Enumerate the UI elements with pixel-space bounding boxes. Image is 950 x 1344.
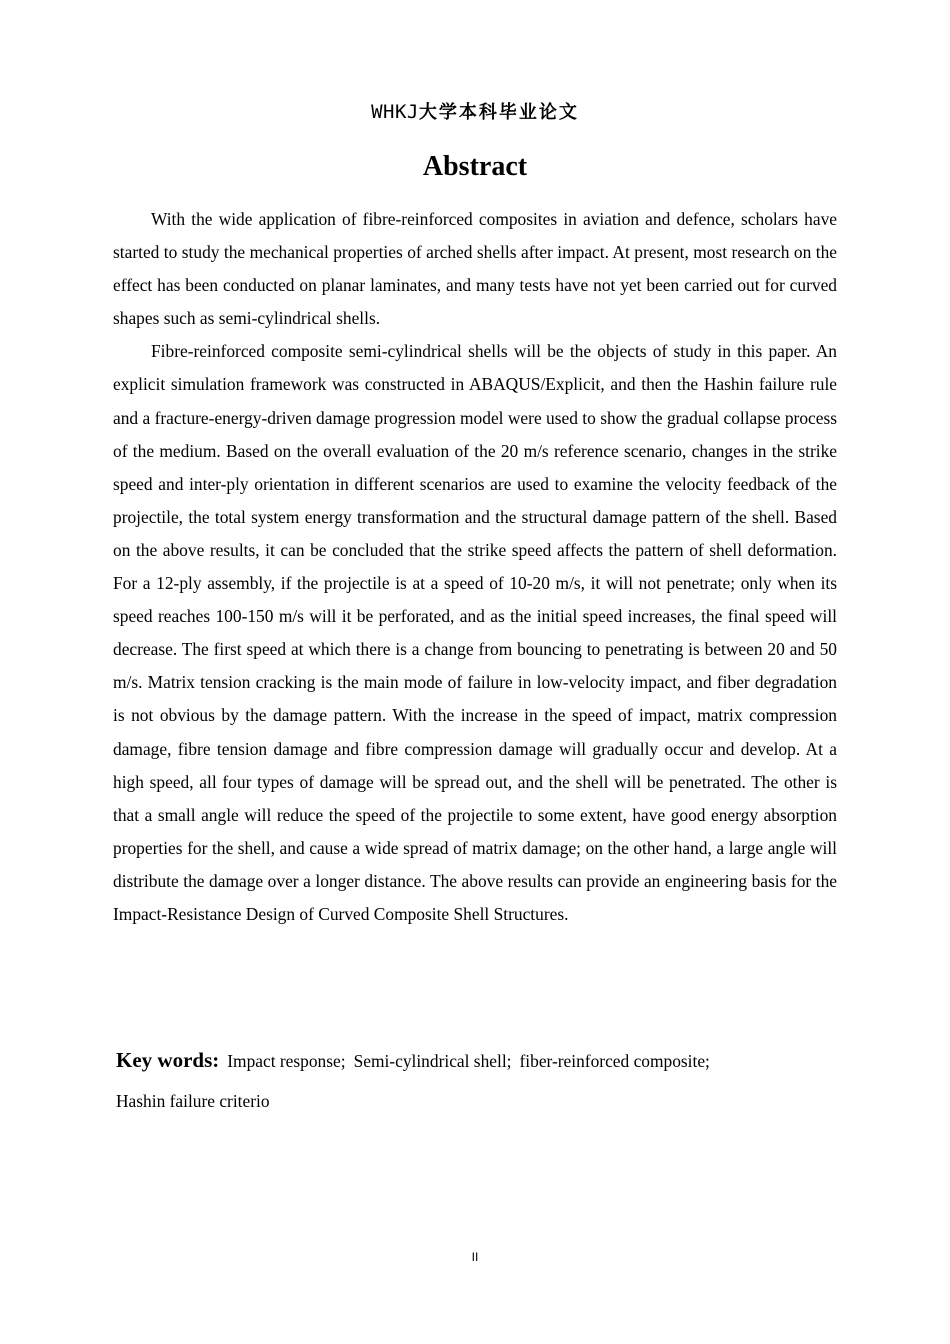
keywords-label: Key words: — [116, 1048, 220, 1072]
page-number: II — [471, 1250, 479, 1264]
keyword-item: Impact response; — [227, 1051, 346, 1071]
keywords-section — [116, 1040, 840, 1121]
abstract-body — [113, 203, 837, 931]
running-header — [0, 99, 950, 126]
university-name: WHKJ — [371, 101, 419, 123]
keyword-item: Hashin failure criterio — [116, 1091, 270, 1111]
abstract-paragraph-1: With the wide application of fibre-reinforced composites in aviation and defence, scholars have started to study the mechanical properties of arched shells after impact. At present, most research on the effect has been conducted on planar laminates, and many tests have not yet been carried out for curved shapes such as semi-cylindrical shells. — [113, 209, 837, 329]
keyword-item: Semi-cylindrical shell; — [353, 1051, 512, 1071]
thesis-label: 大学本科毕业论文 — [418, 102, 579, 123]
page-title: Abstract — [422, 151, 528, 182]
keyword-item: fiber-reinforced composite; — [519, 1051, 710, 1071]
abstract-paragraph-2: Fibre-reinforced composite semi-cylindrical shells will be the objects of study in this paper. An explicit simulation framework was constructed in ABAQUS/Explicit, and then the Hashin failure rule and a fracture-energy-driven damage progression model were used to show the gradual collapse process of the medium. Based on the overall evaluation of the 20 m/s reference scenario, changes in the strike speed and inter-ply orientation in different scenarios are used to examine the velocity feedback of the projectile, the total system energy transformation and the structural damage pattern of the shell. Based on the above results, it can be concluded that the strike speed affects the pattern of shell deformation. For a 12-ply assembly, if the projectile is at a speed of 10-20 m/s, it will not penetrate; only when its speed reaches 100-150 m/s will it be perforated, and as the initial speed increases, the final speed will decrease. The first speed at which there is a change from bouncing to penetrating is between 20 and 50 m/s. Matrix tension cracking is the main mode of failure in low-velocity impact, and fiber degradation is not obvious by the damage pattern. With the increase in the speed of impact, matrix compression damage, fibre tension damage and fibre compression damage will gradually occur and develop. At a high speed, all four types of damage will be spread out, and the shell will be penetrated. The other is that a small angle will reduce the speed of the projectile to some extent, have good energy absorption properties for the shell, and cause a wide spread of matrix damage; on the other hand, a large angle will distribute the damage over a longer distance. The above results can provide an engineering basis for the Impact-Resistance Design of Curved Composite Shell Structures. — [113, 341, 837, 924]
